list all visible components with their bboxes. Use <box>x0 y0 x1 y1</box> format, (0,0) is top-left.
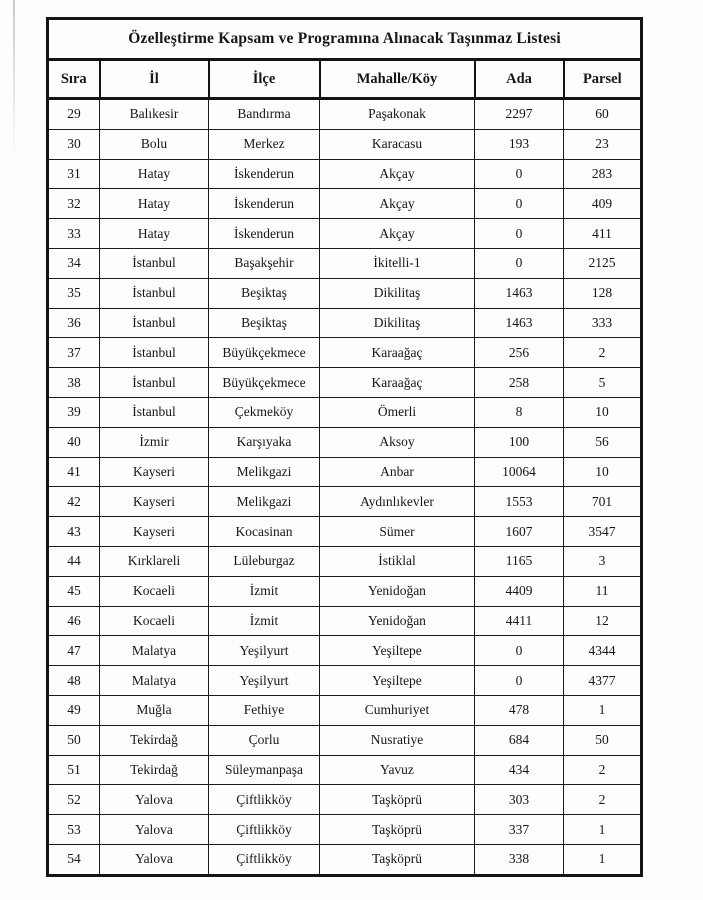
table-row <box>48 457 642 487</box>
cell-sira: 37 <box>48 338 100 368</box>
cell-ilce: İskenderun <box>209 219 320 249</box>
table-row <box>48 785 642 815</box>
cell-parsel: 3 <box>564 546 642 576</box>
cell-mahalle-koy: Yenidoğan <box>320 576 475 606</box>
cell-parsel: 10 <box>564 397 642 427</box>
cell-parsel: 2 <box>564 755 642 785</box>
cell-mahalle-koy: Karaağaç <box>320 368 475 398</box>
cell-mahalle-koy: İstiklal <box>320 546 475 576</box>
cell-ilce: Melikgazi <box>209 487 320 517</box>
cell-ada: 0 <box>475 666 564 696</box>
cell-mahalle-koy: Paşakonak <box>320 99 475 130</box>
cell-sira: 30 <box>48 129 100 159</box>
column-header-parsel: Parsel <box>564 60 642 99</box>
cell-ilce: Bandırma <box>209 99 320 130</box>
cell-mahalle-koy: Taşköprü <box>320 844 475 875</box>
cell-sira: 29 <box>48 99 100 130</box>
column-header-ilce: İlçe <box>209 60 320 99</box>
cell-il: Kayseri <box>100 457 209 487</box>
cell-parsel: 50 <box>564 725 642 755</box>
cell-mahalle-koy: Dikilitaş <box>320 278 475 308</box>
cell-sira: 40 <box>48 427 100 457</box>
cell-ilce: Karşıyaka <box>209 427 320 457</box>
table-header-row <box>48 60 642 99</box>
cell-sira: 46 <box>48 606 100 636</box>
cell-il: Malatya <box>100 636 209 666</box>
cell-il: Tekirdağ <box>100 725 209 755</box>
table-row <box>48 725 642 755</box>
table-row <box>48 99 642 130</box>
cell-ilce: Çiftlikköy <box>209 785 320 815</box>
cell-parsel: 701 <box>564 487 642 517</box>
cell-mahalle-koy: Akçay <box>320 159 475 189</box>
cell-il: İstanbul <box>100 308 209 338</box>
cell-ada: 8 <box>475 397 564 427</box>
cell-mahalle-koy: Karaağaç <box>320 338 475 368</box>
table-row <box>48 815 642 845</box>
cell-ada: 100 <box>475 427 564 457</box>
cell-mahalle-koy: Sümer <box>320 517 475 547</box>
cell-il: İstanbul <box>100 397 209 427</box>
cell-sira: 52 <box>48 785 100 815</box>
cell-mahalle-koy: İkitelli-1 <box>320 248 475 278</box>
cell-ilce: İskenderun <box>209 159 320 189</box>
table-row <box>48 606 642 636</box>
cell-ada: 1607 <box>475 517 564 547</box>
table-row <box>48 338 642 368</box>
cell-sira: 38 <box>48 368 100 398</box>
table-row <box>48 308 642 338</box>
cell-ilce: Fethiye <box>209 695 320 725</box>
cell-parsel: 56 <box>564 427 642 457</box>
cell-ada: 0 <box>475 248 564 278</box>
cell-il: Kocaeli <box>100 606 209 636</box>
cell-sira: 35 <box>48 278 100 308</box>
cell-ada: 256 <box>475 338 564 368</box>
cell-ilce: Beşiktaş <box>209 278 320 308</box>
cell-ada: 10064 <box>475 457 564 487</box>
cell-sira: 53 <box>48 815 100 845</box>
cell-ada: 338 <box>475 844 564 875</box>
cell-mahalle-koy: Cumhuriyet <box>320 695 475 725</box>
cell-parsel: 12 <box>564 606 642 636</box>
table-row <box>48 755 642 785</box>
table-row <box>48 576 642 606</box>
cell-ada: 684 <box>475 725 564 755</box>
cell-sira: 44 <box>48 546 100 576</box>
cell-parsel: 333 <box>564 308 642 338</box>
cell-sira: 45 <box>48 576 100 606</box>
cell-il: İstanbul <box>100 248 209 278</box>
cell-mahalle-koy: Karacasu <box>320 129 475 159</box>
cell-ilce: Melikgazi <box>209 457 320 487</box>
cell-ilce: Çekmeköy <box>209 397 320 427</box>
table-row <box>48 517 642 547</box>
cell-sira: 51 <box>48 755 100 785</box>
cell-parsel: 411 <box>564 219 642 249</box>
cell-mahalle-koy: Anbar <box>320 457 475 487</box>
cell-il: Kayseri <box>100 487 209 517</box>
cell-mahalle-koy: Taşköprü <box>320 815 475 845</box>
cell-mahalle-koy: Ömerli <box>320 397 475 427</box>
table-row <box>48 487 642 517</box>
cell-ada: 1463 <box>475 278 564 308</box>
cell-sira: 49 <box>48 695 100 725</box>
cell-parsel: 60 <box>564 99 642 130</box>
cell-ilce: İzmit <box>209 576 320 606</box>
cell-il: Kırklareli <box>100 546 209 576</box>
cell-ilce: Süleymanpaşa <box>209 755 320 785</box>
cell-mahalle-koy: Aksoy <box>320 427 475 457</box>
cell-ada: 434 <box>475 755 564 785</box>
cell-mahalle-koy: Nusratiye <box>320 725 475 755</box>
cell-parsel: 1 <box>564 695 642 725</box>
cell-ada: 1463 <box>475 308 564 338</box>
table-row <box>48 397 642 427</box>
table-row <box>48 427 642 457</box>
cell-il: Bolu <box>100 129 209 159</box>
cell-sira: 34 <box>48 248 100 278</box>
table-row <box>48 219 642 249</box>
cell-ilce: İzmit <box>209 606 320 636</box>
table-row <box>48 159 642 189</box>
cell-parsel: 2125 <box>564 248 642 278</box>
cell-ilce: Büyükçekmece <box>209 338 320 368</box>
cell-ilce: Yeşilyurt <box>209 636 320 666</box>
table-row <box>48 844 642 875</box>
cell-il: İstanbul <box>100 368 209 398</box>
cell-sira: 54 <box>48 844 100 875</box>
table-body <box>48 99 642 876</box>
cell-ada: 0 <box>475 219 564 249</box>
cell-ilce: Çiftlikköy <box>209 815 320 845</box>
cell-ada: 1553 <box>475 487 564 517</box>
cell-il: Yalova <box>100 815 209 845</box>
cell-il: Kocaeli <box>100 576 209 606</box>
cell-sira: 31 <box>48 159 100 189</box>
cell-il: İstanbul <box>100 338 209 368</box>
cell-mahalle-koy: Aydınlıkevler <box>320 487 475 517</box>
property-list-table <box>46 17 643 877</box>
cell-ada: 0 <box>475 159 564 189</box>
cell-ilce: Lüleburgaz <box>209 546 320 576</box>
cell-sira: 43 <box>48 517 100 547</box>
cell-parsel: 128 <box>564 278 642 308</box>
cell-sira: 32 <box>48 189 100 219</box>
cell-ilce: Büyükçekmece <box>209 368 320 398</box>
cell-sira: 41 <box>48 457 100 487</box>
cell-il: Balıkesir <box>100 99 209 130</box>
cell-mahalle-koy: Dikilitaş <box>320 308 475 338</box>
cell-ada: 337 <box>475 815 564 845</box>
cell-parsel: 1 <box>564 844 642 875</box>
cell-parsel: 1 <box>564 815 642 845</box>
cell-il: Hatay <box>100 189 209 219</box>
cell-ilce: İskenderun <box>209 189 320 219</box>
cell-parsel: 2 <box>564 785 642 815</box>
column-header-mahalle-koy: Mahalle/Köy <box>320 60 475 99</box>
cell-ada: 478 <box>475 695 564 725</box>
cell-ada: 193 <box>475 129 564 159</box>
cell-parsel: 3547 <box>564 517 642 547</box>
cell-il: İzmir <box>100 427 209 457</box>
cell-ada: 1165 <box>475 546 564 576</box>
cell-sira: 48 <box>48 666 100 696</box>
cell-ada: 303 <box>475 785 564 815</box>
cell-mahalle-koy: Akçay <box>320 189 475 219</box>
table-row <box>48 666 642 696</box>
table-row <box>48 129 642 159</box>
cell-sira: 47 <box>48 636 100 666</box>
cell-parsel: 409 <box>564 189 642 219</box>
cell-mahalle-koy: Yavuz <box>320 755 475 785</box>
column-header-ada: Ada <box>475 60 564 99</box>
cell-sira: 39 <box>48 397 100 427</box>
table-title-row <box>48 19 642 60</box>
cell-parsel: 23 <box>564 129 642 159</box>
cell-ada: 4409 <box>475 576 564 606</box>
cell-ada: 0 <box>475 636 564 666</box>
column-header-il: İl <box>100 60 209 99</box>
cell-parsel: 283 <box>564 159 642 189</box>
cell-parsel: 5 <box>564 368 642 398</box>
cell-mahalle-koy: Yeşiltepe <box>320 666 475 696</box>
cell-sira: 42 <box>48 487 100 517</box>
cell-mahalle-koy: Yeşiltepe <box>320 636 475 666</box>
cell-ada: 2297 <box>475 99 564 130</box>
cell-mahalle-koy: Akçay <box>320 219 475 249</box>
cell-il: İstanbul <box>100 278 209 308</box>
cell-mahalle-koy: Yenidoğan <box>320 606 475 636</box>
cell-sira: 50 <box>48 725 100 755</box>
cell-il: Hatay <box>100 219 209 249</box>
cell-ada: 0 <box>475 189 564 219</box>
table-title: Özelleştirme Kapsam ve Programına Alınacak Taşınmaz Listesi <box>48 19 642 60</box>
table-row <box>48 278 642 308</box>
cell-il: Tekirdağ <box>100 755 209 785</box>
cell-ada: 4411 <box>475 606 564 636</box>
cell-il: Malatya <box>100 666 209 696</box>
cell-parsel: 2 <box>564 338 642 368</box>
cell-ilce: Kocasinan <box>209 517 320 547</box>
table-row <box>48 636 642 666</box>
table-row <box>48 695 642 725</box>
cell-ilce: Çorlu <box>209 725 320 755</box>
cell-sira: 33 <box>48 219 100 249</box>
cell-parsel: 4377 <box>564 666 642 696</box>
cell-il: Yalova <box>100 844 209 875</box>
cell-il: Yalova <box>100 785 209 815</box>
column-header-sira: Sıra <box>48 60 100 99</box>
table-row <box>48 248 642 278</box>
cell-ilce: Beşiktaş <box>209 308 320 338</box>
cell-ilce: Çiftlikköy <box>209 844 320 875</box>
cell-parsel: 4344 <box>564 636 642 666</box>
table-row <box>48 189 642 219</box>
cell-ilce: Yeşilyurt <box>209 666 320 696</box>
cell-sira: 36 <box>48 308 100 338</box>
cell-il: Hatay <box>100 159 209 189</box>
cell-mahalle-koy: Taşköprü <box>320 785 475 815</box>
cell-ilce: Merkez <box>209 129 320 159</box>
scan-line-artifact <box>13 0 15 160</box>
cell-parsel: 11 <box>564 576 642 606</box>
cell-il: Kayseri <box>100 517 209 547</box>
cell-parsel: 10 <box>564 457 642 487</box>
cell-ada: 258 <box>475 368 564 398</box>
cell-il: Muğla <box>100 695 209 725</box>
cell-ilce: Başakşehir <box>209 248 320 278</box>
table-row <box>48 546 642 576</box>
table-row <box>48 368 642 398</box>
